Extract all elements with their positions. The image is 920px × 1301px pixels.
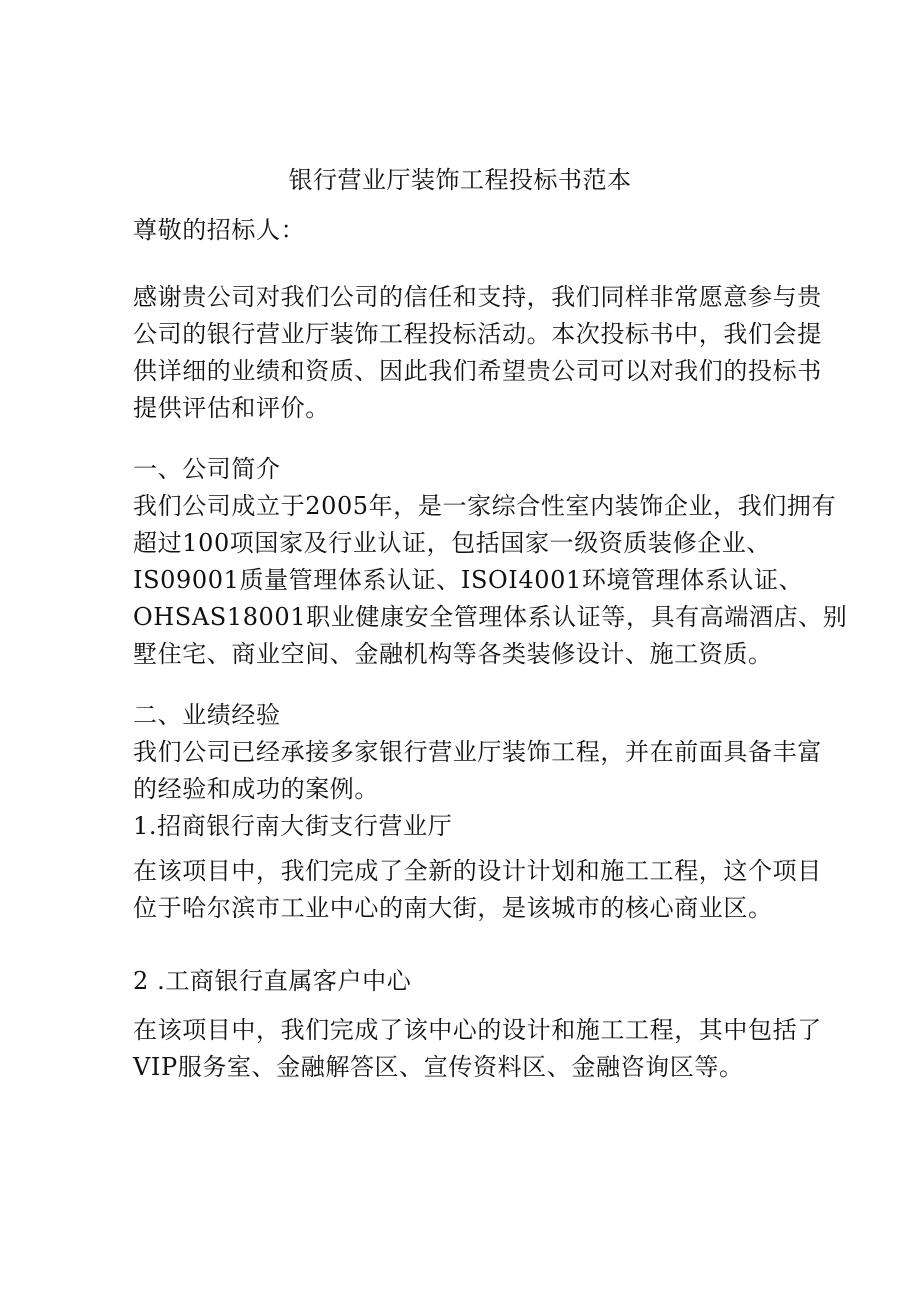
section-line: 的经验和成功的案例。 xyxy=(133,775,379,803)
section-line: 我们公司已经承接多家银行营业厅装饰工程，并在前面具备丰富 xyxy=(133,738,822,766)
project-line: VIP服务室、金融解答区、宣传资料区、金融咨询区等。 xyxy=(133,1053,744,1081)
section-company-intro xyxy=(133,451,848,673)
project-line: 位于哈尔滨市工业中心的南大街，是该城市的核心商业区。 xyxy=(133,894,773,922)
section-heading: 一、公司简介 xyxy=(133,455,281,483)
section-line: IS09001质量管理体系认证、ISOI4001环境管理体系认证、 xyxy=(133,566,804,594)
section-line: 墅住宅、商业空间、金融机构等各类装修设计、施工资质。 xyxy=(133,640,773,668)
section-line: 我们公司成立于2005年，是一家综合性室内装饰企业，我们拥有 xyxy=(133,492,837,520)
project-line: 在该项目中，我们完成了该中心的设计和施工工程，其中包括了 xyxy=(133,1016,822,1044)
salutation xyxy=(133,212,793,249)
section-experience xyxy=(133,697,822,845)
project-title: 1.招商银行南大街支行营业厅 xyxy=(133,812,453,840)
document-title: 银行营业厅装饰工程投标书范本 xyxy=(288,166,632,194)
intro-line: 公司的银行营业厅装饰工程投标活动。本次投标书中，我们会提 xyxy=(133,320,822,348)
salutation-text: 尊敬的招标人： xyxy=(133,216,306,244)
project-2-title xyxy=(133,963,793,1000)
section-line: OHSAS18001职业健康安全管理体系认证等，具有高端酒店、别 xyxy=(133,603,848,631)
project-2-description xyxy=(133,1012,822,1086)
project-title: 2 .工商银行直属客户中心 xyxy=(133,967,412,995)
section-heading: 二、业绩经验 xyxy=(133,701,281,729)
intro-line: 供详细的业绩和资质、因此我们希望贵公司可以对我们的投标书 xyxy=(133,357,822,385)
project-line: 在该项目中，我们完成了全新的设计计划和施工工程，这个项目 xyxy=(133,857,822,885)
section-line: 超过100项国家及行业认证，包括国家一级资质装修企业、 xyxy=(133,529,772,557)
intro-paragraph xyxy=(133,279,822,427)
intro-line: 提供评估和评价。 xyxy=(133,394,330,422)
intro-line: 感谢贵公司对我们公司的信任和支持，我们同样非常愿意参与贵 xyxy=(133,283,822,311)
project-1-description xyxy=(133,853,822,927)
